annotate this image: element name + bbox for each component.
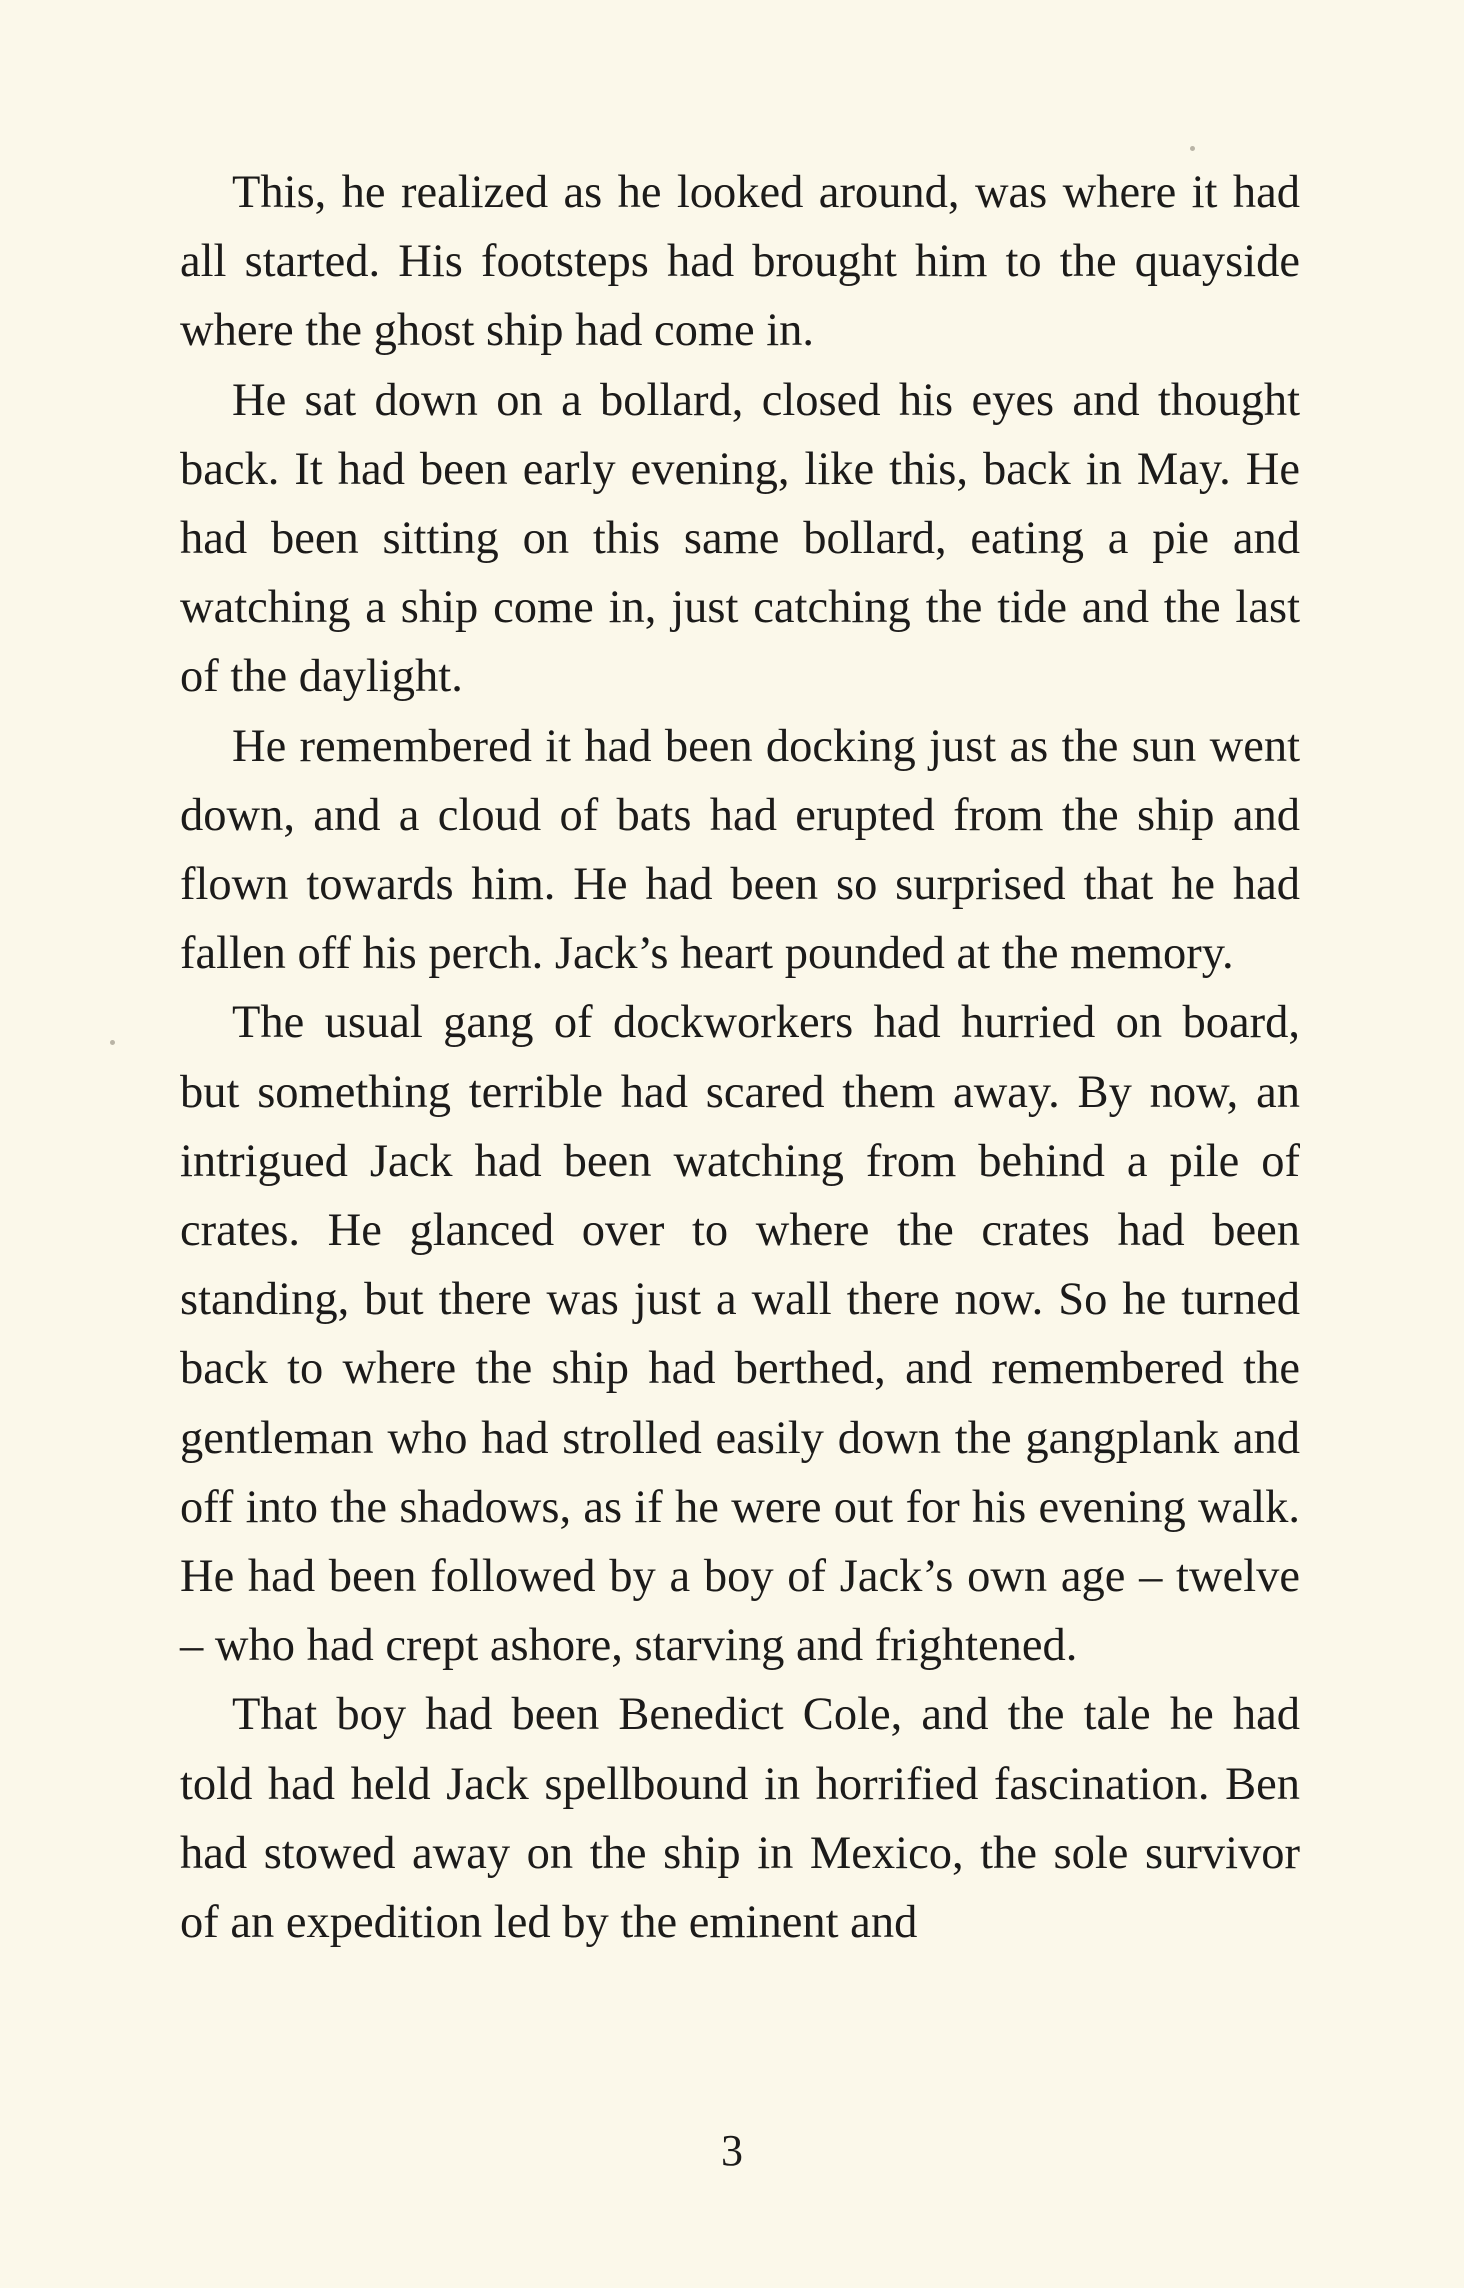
paragraph-5: That boy had been Benedict Cole, and the tale he had told had held Jack spellbound in horrified fascination. Ben had stowed away on the ship in Mexico, the sole survivor of an expedition led by the eminent and: [180, 1689, 1300, 1949]
paper-speck: [1190, 146, 1195, 151]
paragraph-2: He sat down on a bollard, closed his eyes and thought back. It had been early evening, like this, back in May. He had been sitting on this same bollard, eating a pie and watching a ship come in, just catching the tide and the last of the daylight.: [180, 374, 1300, 703]
page-number: 3: [721, 2126, 743, 2175]
paper-speck: [110, 1040, 115, 1045]
paragraph-3: He remembered it had been docking just as the sun went down, and a cloud of bats had erupted from the ship and flown towards him. He had been so surprised that he had fallen off his perch. Jack’s heart pounded at the memory.: [180, 720, 1300, 980]
paragraph-1: This, he realized as he looked around, was where it had all started. His footsteps had brought him to the quayside where the ghost ship had come in.: [180, 167, 1300, 357]
body-text: [180, 158, 1300, 1957]
paragraph-4: The usual gang of dockworkers had hurried on board, but something terrible had scared them away. By now, an intrigued Jack had been watching from behind a pile of crates. He glanced over to where the crates had been standing, but there was just a wall there now. So he turned back to where the ship had berthed, and remembered the gentleman who had strolled easily down the gangplank and off into the shadows, as if he were out for his evening walk. He had been followed by a boy of Jack’s own age – twelve – who had crept ashore, starving and frightened.: [180, 997, 1300, 1672]
